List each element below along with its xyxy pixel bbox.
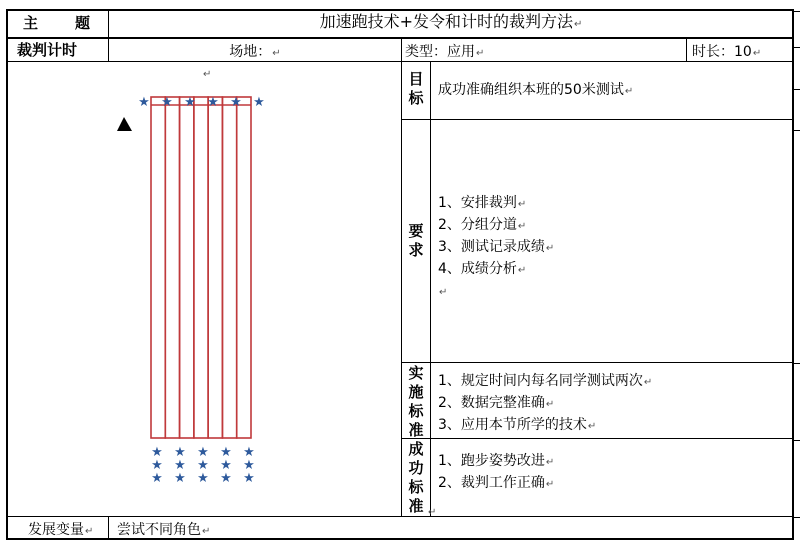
star-icon: ★ xyxy=(184,95,196,110)
list-item: 1、安排裁判↵ xyxy=(438,195,527,211)
section-title: 裁判计时 xyxy=(17,41,78,59)
star-icon: ★ xyxy=(138,95,150,110)
list-item: 1、规定时间内每名同学测试两次↵ xyxy=(438,373,653,389)
track-lane xyxy=(237,97,251,438)
list-item: 成功准确组织本班的50米测试↵ xyxy=(438,82,634,98)
list-item: 4、成绩分析↵ xyxy=(438,261,527,277)
section-heading: 目标 xyxy=(408,70,424,107)
track-lane xyxy=(222,97,236,438)
star-icon: ★ xyxy=(174,458,186,473)
section-heading: 实施标准 xyxy=(408,364,424,439)
star-icon: ★ xyxy=(197,471,209,486)
list-item: 1、跑步姿势改进↵ xyxy=(438,453,555,469)
list-item: 2、数据完整准确↵ xyxy=(438,395,555,411)
type-label: 类型：应用 xyxy=(405,44,475,60)
section-heading: 要求 xyxy=(408,222,424,259)
star-icon: ★ xyxy=(151,445,163,460)
star-icon: ★ xyxy=(197,458,209,473)
track-lanes xyxy=(151,97,251,438)
star-icon: ★ xyxy=(220,471,232,486)
star-icon: ★ xyxy=(220,458,232,473)
track-lane xyxy=(194,97,208,438)
stars-bottom xyxy=(151,445,255,486)
start-triangle xyxy=(117,117,132,131)
list-item: 3、测试记录成绩↵ xyxy=(438,239,555,255)
venue-label: 场地： xyxy=(229,44,272,60)
star-icon: ★ xyxy=(174,471,186,486)
star-icon: ★ xyxy=(243,458,255,473)
star-icon: ★ xyxy=(151,471,163,486)
star-icon: ★ xyxy=(197,445,209,460)
list-item: 3、应用本节所学的技术↵ xyxy=(438,417,597,433)
footer-value: 尝试不同角色 xyxy=(117,522,201,538)
star-icon: ★ xyxy=(220,445,232,460)
header-label-left: 主 xyxy=(23,14,39,32)
track-lane xyxy=(180,97,194,438)
list-item: 2、裁判工作正确↵ xyxy=(438,475,555,491)
list-item: 2、分组分道↵ xyxy=(438,217,527,233)
star-icon: ★ xyxy=(161,95,173,110)
track-lane xyxy=(165,97,179,438)
star-icon: ★ xyxy=(243,445,255,460)
diagram-return-mark: ↵ xyxy=(203,69,212,80)
star-icon: ★ xyxy=(174,445,186,460)
track-lane xyxy=(151,97,165,438)
star-icon: ★ xyxy=(207,95,219,110)
star-icon: ★ xyxy=(243,471,255,486)
section-heading: 成功标准 xyxy=(408,440,424,515)
star-icon: ★ xyxy=(253,95,265,110)
list-item: ↵ xyxy=(439,287,448,298)
track-diagram xyxy=(0,62,400,515)
header-label-right: 题 xyxy=(75,14,91,32)
duration-label: 时长：10 xyxy=(692,44,752,60)
footer-label: 发展变量 xyxy=(28,522,84,538)
star-icon: ★ xyxy=(230,95,242,110)
track-lane xyxy=(208,97,222,438)
page-title: 加速跑技术+发令和计时的裁判方法 xyxy=(319,12,574,31)
star-icon: ★ xyxy=(151,458,163,473)
